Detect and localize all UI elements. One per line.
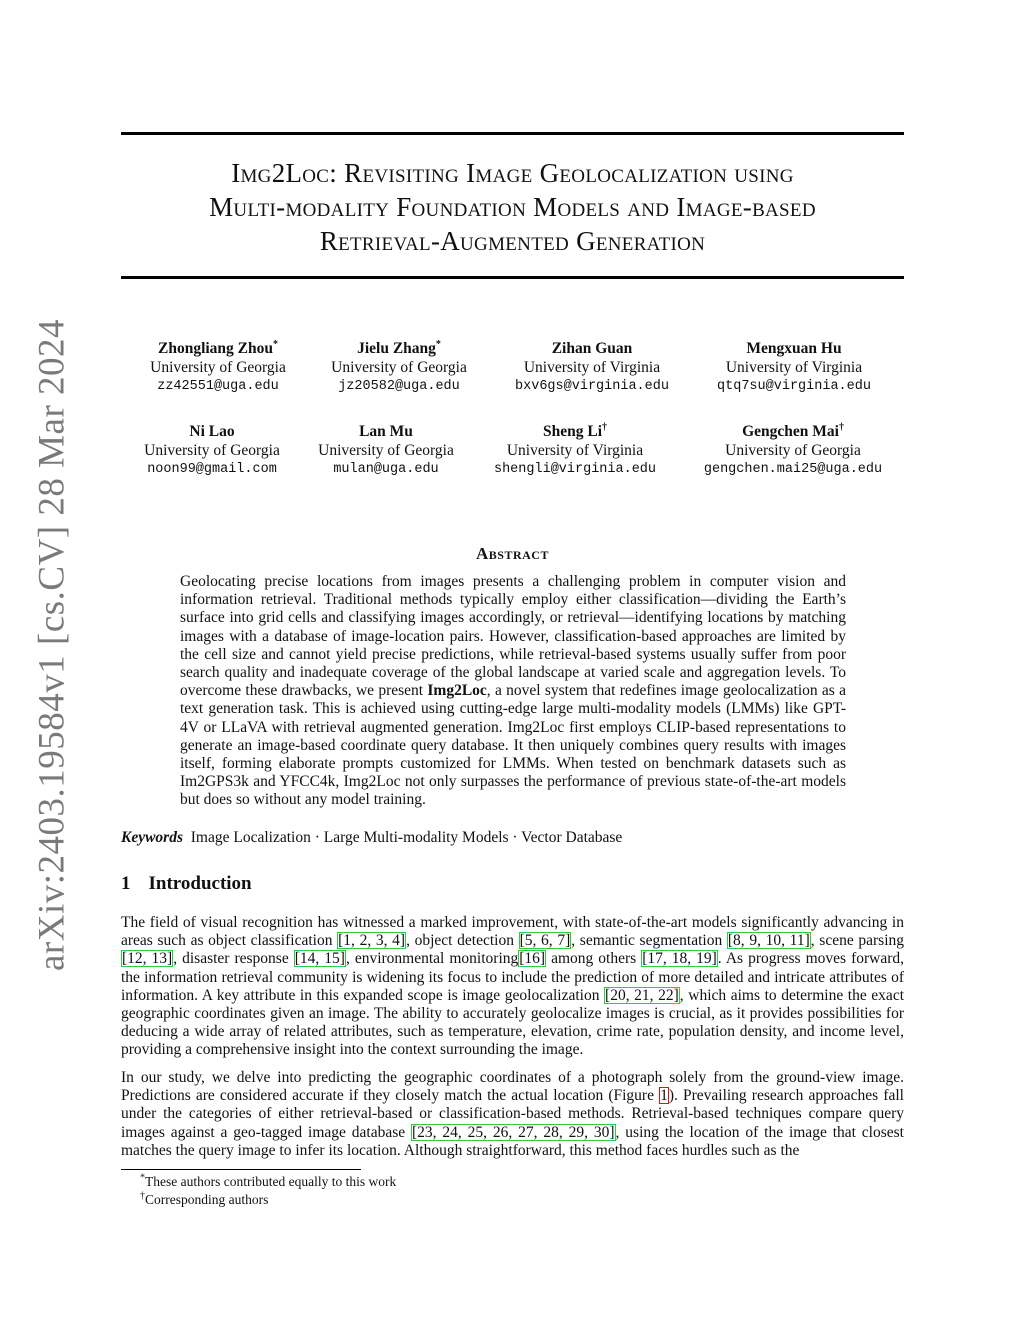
citation-link[interactable]: [23, 24, 25, 26, 27, 28, 29, 30]: [412, 1123, 615, 1141]
author: Jielu Zhang* University of Georgia jz20582@uga.edu: [331, 338, 467, 394]
citation-link[interactable]: [17, 18, 19]: [642, 950, 717, 968]
author: Sheng Li† University of Virginia shengli@virginia.edu: [493, 421, 657, 477]
footnote: †Corresponding authors: [140, 1190, 269, 1207]
section-heading: 1 Introduction: [121, 873, 252, 894]
citation-link[interactable]: [16]: [519, 950, 546, 968]
author: Zhongliang Zhou* University of Georgia zz42551@uga.edu: [150, 338, 286, 394]
citation-link[interactable]: [1, 2, 3, 4]: [338, 932, 406, 950]
keywords: Keywords Image Localization · Large Multi-modality Models · Vector Database: [121, 829, 623, 846]
title-line: Retrieval-Augmented Generation: [319, 226, 706, 256]
author: Ni Lao University of Georgia noon99@gmail.com: [144, 423, 280, 477]
citation-link[interactable]: [14, 15]: [294, 950, 345, 968]
title-top-rule: [121, 132, 904, 135]
footnote-rule: [121, 1169, 361, 1170]
abstract-body: Geolocating precise locations from images presents a challenging problem in computer vision and information retrieval. Traditional methods typically employ either classification—dividing the Earth’s surface into grid cells and classifying images accordingly, or retrieval—identifying locations by matching images with a database of image-location pairs. However, classification-based approaches are limited by the cell size and cannot yield precise predictions, while retrieval-based systems usually suffer from poor search quality and inadequate coverage of the global landscape at varied scale and aggregation levels. To overcome these drawbacks, we present Img2Loc, a novel system that redefines image geolocalization as a text generation task. This is achieved using cutting-edge large multi-modality models (LMMs) like GPT-4V or LLaVA with retrieval augmented generation. Img2Loc first employs CLIP-based representations to generate an image-based coordinate query database. It then uniquely combines query results with images itself, forming elaborate prompts customized for LMMs. When tested on benchmark datasets such as Im2GPS3k and YFCC4k, Img2Loc not only surpasses the performance of previous state-of-the-art models but does so without any model training.: [180, 573, 846, 809]
arxiv-side-label: arXiv:2403.19584v1 [cs.CV] 28 Mar 2024: [31, 318, 73, 972]
citation-link[interactable]: [8, 9, 10, 11]: [727, 932, 810, 950]
title-line: Multi-modality Foundation Models and Image-based: [209, 192, 816, 222]
author: Zihan Guan University of Virginia bxv6gs@virginia.edu: [515, 340, 669, 394]
author: Lan Mu University of Georgia mulan@uga.edu: [318, 423, 454, 477]
title-bottom-rule: [121, 276, 904, 279]
intro-paragraph-2: In our study, we delve into predicting the geographic coordinates of a photograph solely from the ground-view image. Predictions are considered accurate if they closely match the actual location (Figure 1). Prevailing research approaches fall under the categories of either retrieval-based or classification-based methods. Retrieval-based techniques compare query images against a geo-tagged image database [23, 24, 25, 26, 27, 28, 29, 30], using the location of the image that closest matches the query image to infer its location. Although straightforward, this method faces hurdles such as the: [121, 1069, 904, 1159]
figure-link[interactable]: 1: [660, 1087, 668, 1105]
intro-paragraph-1: The field of visual recognition has witnessed a marked improvement, with state-of-the-art models significantly advancing in areas such as object classification [1, 2, 3, 4], object detection [5, 6, 7], semantic segmentation [8, 9, 10, 11], scene parsing [12, 13], disaster response [14, 15], environmental monitoring[16] among others [17, 18, 19]. As progress moves forward, the information retrieval community is widening its focus to include the prediction of more detailed and intricate attributes of information. A key attribute in this expanded scope is image geolocalization [20, 21, 22], which aims to determine the exact geographic coordinates given an image. The ability to accurately geolocalize images is crucial, as it provides possibilities for deducing a wide array of related attributes, such as temperature, elevation, crime rate, population density, and income level, providing a comprehensive insight into the context surrounding the image.: [121, 914, 905, 1059]
citation-link[interactable]: [12, 13]: [122, 950, 173, 968]
citation-link[interactable]: [5, 6, 7]: [519, 932, 571, 950]
author: Gengchen Mai† University of Georgia gengchen.mai25@uga.edu: [703, 421, 883, 477]
author: Mengxuan Hu University of Virginia qtq7su@virginia.edu: [717, 340, 871, 394]
footnote: *These authors contributed equally to this work: [140, 1172, 397, 1189]
citation-link[interactable]: [20, 21, 22]: [605, 986, 679, 1004]
paper-title: [121, 156, 904, 258]
abstract-heading: Abstract: [476, 544, 549, 563]
title-line: Img2Loc: Revisiting Image Geolocalization using: [231, 158, 794, 188]
